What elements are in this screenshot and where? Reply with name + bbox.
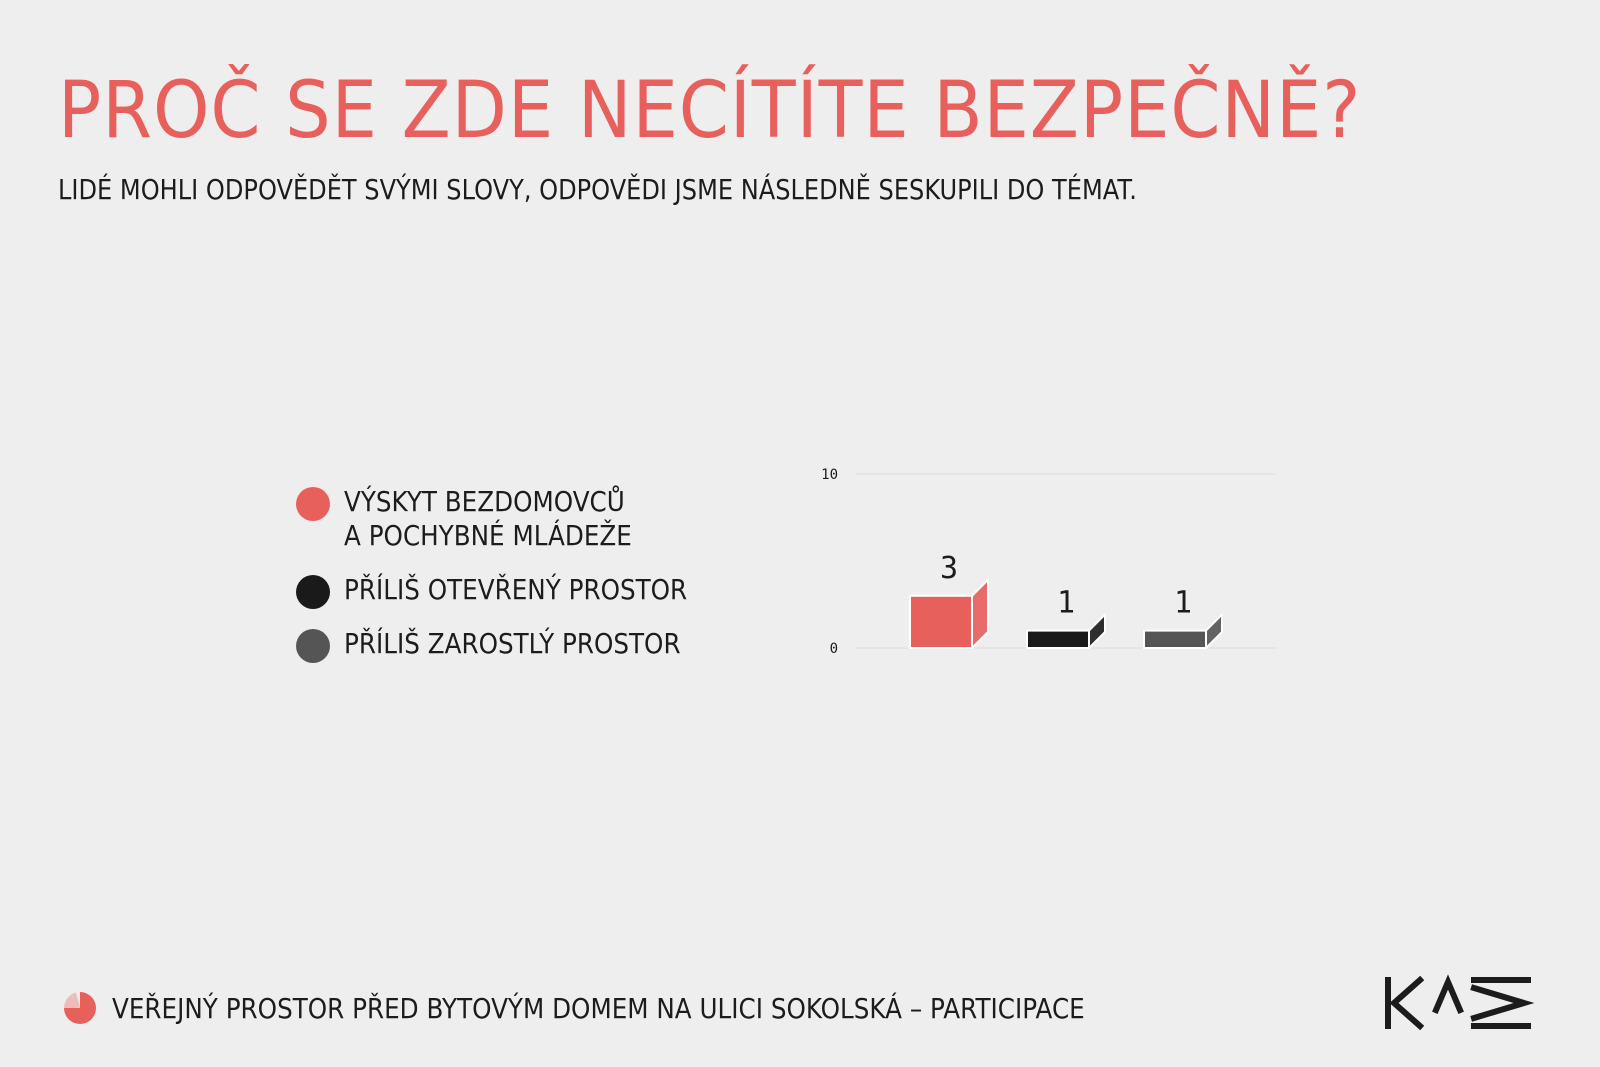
- bar-value-label: 3: [939, 550, 959, 586]
- footer: [62, 990, 1217, 1026]
- bar-value-label: 1: [1056, 585, 1076, 621]
- chart-legend: [296, 485, 734, 681]
- y-tick-label: 0: [829, 641, 838, 657]
- legend-item-open-space: [296, 573, 734, 607]
- legend-label: PŘÍLIŠ OTEVŘENÝ PROSTOR: [344, 573, 688, 606]
- bar: [1027, 631, 1089, 648]
- bar: [1144, 631, 1206, 648]
- legend-item-homeless: [296, 485, 734, 553]
- bar-side: [1089, 615, 1105, 648]
- page-subtitle: LIDÉ MOHLI ODPOVĚDĚT SVÝMI SLOVY, ODPOVĚDI JSME NÁSLEDNĚ SESKUPILI DO TÉMAT.: [58, 173, 1137, 206]
- legend-label: VÝSKYT BEZDOMOVCŮ: [344, 485, 625, 518]
- legend-label-line2: A POCHYBNÉ MLÁDEŽE: [344, 519, 632, 552]
- bar-chart: [800, 440, 1300, 680]
- bar: [910, 596, 972, 648]
- y-tick-label: 10: [821, 467, 838, 483]
- bar-side: [1206, 615, 1222, 648]
- bar-side: [972, 580, 988, 648]
- legend-label: PŘÍLIŠ ZAROSTLÝ PROSTOR: [344, 627, 681, 660]
- legend-dot-icon: [296, 575, 330, 609]
- page-title: PROČ SE ZDE NECÍTÍTE BEZPEČNĚ?: [58, 66, 1362, 156]
- legend-dot-icon: [296, 629, 330, 663]
- kam-logo: [1384, 974, 1534, 1030]
- legend-item-overgrown: [296, 627, 734, 661]
- footer-text: VEŘEJNÝ PROSTOR PŘED BYTOVÝM DOMEM NA ULICI SOKOLSKÁ – PARTICIPACE: [112, 991, 1085, 1025]
- legend-dot-icon: [296, 487, 330, 521]
- bar-value-label: 1: [1173, 585, 1193, 621]
- pie-segment-icon: [62, 990, 98, 1026]
